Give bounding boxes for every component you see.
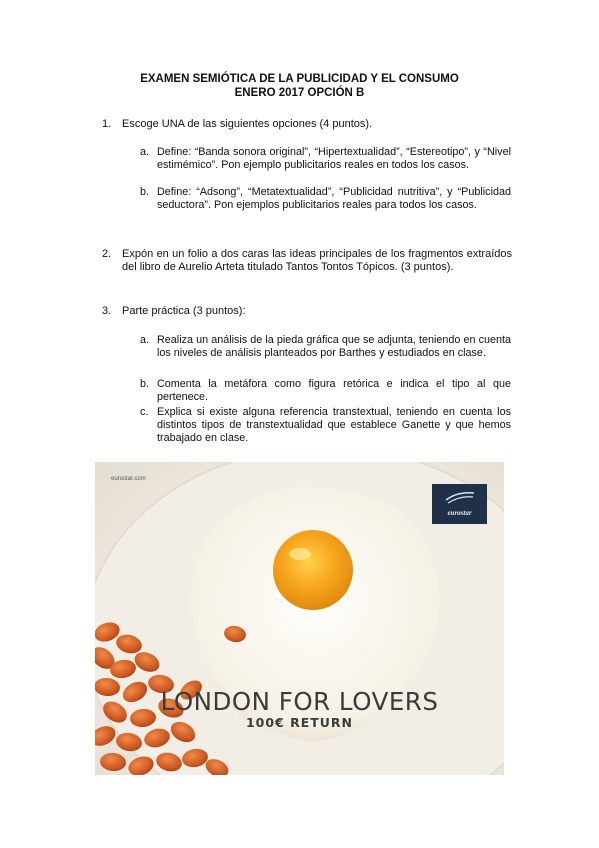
eurostar-logo [432, 484, 487, 524]
eurostar-ad-image [95, 462, 504, 775]
ad-headline: LONDON FOR LOVERS [160, 687, 439, 716]
logo-swoosh-icon [432, 484, 487, 508]
item-text: Define: “Banda sonora original”, “Hipertextualidad”, “Estereotipo”, y “Nivel estimémico”. Pon ejemplo publicitarios reales en todos los casos. [157, 146, 511, 171]
question-text: Escoge UNA de las siguientes opciones (4 puntos). [122, 118, 373, 130]
item-text: Realiza un análisis de la pieda gráfica que se adjunta, teniendo en cuenta los niveles de análisis planteados por Barthes y estudiados en clase. [157, 334, 511, 359]
yolk-highlight [289, 548, 311, 560]
question-text: Parte práctica (3 puntos): [122, 305, 246, 317]
egg-yolk-shape [273, 530, 353, 610]
item-letter: b. [140, 186, 150, 198]
ad-url-text: eurostar.com [111, 476, 146, 482]
exam-title [0, 72, 599, 100]
title-line-2: ENERO 2017 OPCIÓN B [234, 87, 365, 99]
item-letter: a. [140, 146, 150, 158]
question-number: 1. [102, 118, 112, 130]
item-text: Explica si existe alguna referencia transtextual, teniendo en cuenta los distintos tipos de transtextualidad que establece Ganette y que hemos trabajado en clase. [157, 406, 511, 444]
ad-subline: 100€ RETURN [245, 715, 354, 730]
item-text: Comenta la metáfora como figura retórica e indica el tipo al que pertenece. [157, 378, 511, 403]
item-letter: c. [140, 406, 149, 418]
item-letter: a. [140, 334, 150, 346]
question-number: 2. [102, 248, 112, 260]
question-text: Expón en un folio a dos caras las ideas principales de los fragmentos extraídos del libro de Aurelio Arteta titulado Tantos Tontos Tópicos. (3 puntos). [122, 248, 512, 273]
question-number: 3. [102, 305, 112, 317]
item-text: Define: “Adsong”, “Metatextualidad”, “Publicidad nutritiva”, y “Publicidad seductora”. Pon ejemplos publicitarios reales para todos los casos. [157, 186, 511, 211]
logo-wordmark: eurostar [447, 509, 472, 517]
item-letter: b. [140, 378, 150, 390]
title-line-1: EXAMEN SEMIÓTICA DE LA PUBLICIDAD Y EL CONSUMO [140, 73, 459, 85]
